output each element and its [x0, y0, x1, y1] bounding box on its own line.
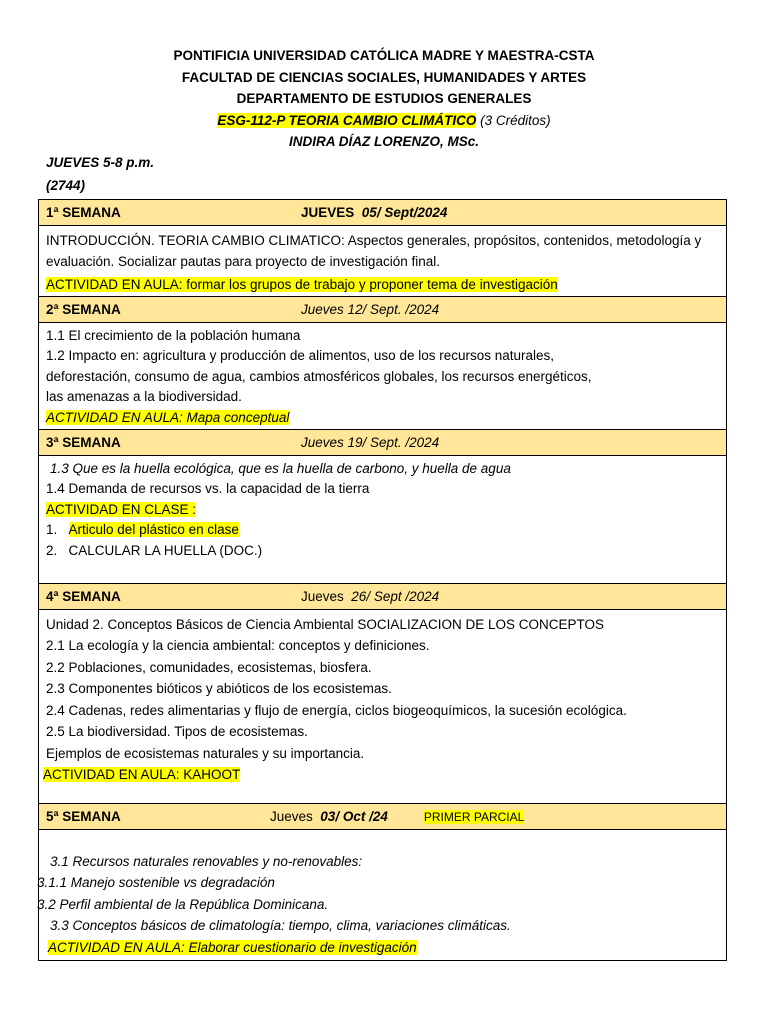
week-content-row	[39, 609, 727, 803]
week-date: 05/ Sept/2024	[361, 205, 448, 220]
week-date: 26/ Sept /2024	[351, 588, 440, 604]
topic-line: las amenazas a la biodiversidad.	[46, 389, 242, 404]
list-item: 2. CALCULAR LA HUELLA (DOC.)	[46, 542, 263, 558]
course-title	[0, 110, 768, 132]
week-label: 1ª SEMANA	[46, 205, 121, 220]
activity-text: ACTIVIDAD EN AULA: KAHOOT	[43, 767, 241, 782]
week-date: 03/ Oct /24	[320, 808, 388, 824]
topic-line: 1.2 Impacto en: agricultura y producción de alimentos, uso de los recursos naturales,	[46, 348, 555, 363]
faculty-name: FACULTAD DE CIENCIAS SOCIALES, HUMANIDADES Y ARTES	[181, 69, 587, 85]
topic-line: Ejemplos de ecosistemas naturales y su importancia.	[46, 745, 365, 761]
university-name: PONTIFICIA UNIVERSIDAD CATÓLICA MADRE Y MAESTRA-CSTA	[173, 48, 595, 63]
class-section: (2744)	[46, 178, 86, 193]
week-header-row	[39, 803, 727, 829]
topic-line: 2.3 Componentes bióticos y abióticos de los ecosistemas.	[46, 681, 392, 696]
week-day: JUEVES	[301, 205, 355, 220]
activity-text: ACTIVIDAD EN AULA: Mapa conceptual	[46, 409, 290, 425]
course-code-title: ESG-112-P TEORIA CAMBIO CLIMÁTICO	[217, 112, 477, 128]
topic-line: 1.4 Demanda de recursos vs. la capacidad de la tierra	[46, 481, 370, 496]
topic-line: 3.3 Conceptos básicos de climatología: tiempo, clima, variaciones climáticas.	[50, 918, 511, 933]
week-day: Jueves	[301, 588, 344, 604]
topic-line: 1.3 Que es la huella ecológica, que es la huella de carbono, y huella de agua	[50, 460, 511, 476]
department-name: DEPARTAMENTO DE ESTUDIOS GENERALES	[236, 91, 532, 106]
week-header-row	[39, 200, 727, 226]
week-content-row	[39, 226, 727, 297]
course-credits: (3 Créditos)	[480, 112, 551, 128]
topic-line: 2.5 La biodiversidad. Tipos de ecosistemas.	[46, 724, 308, 739]
week-content-row	[39, 829, 727, 960]
schedule-table	[38, 199, 727, 961]
week-content-row	[39, 322, 727, 429]
week-label: 5ª SEMANA	[46, 808, 121, 824]
activity-text: ACTIVIDAD EN AULA: Elaborar cuestionario de investigación	[48, 939, 417, 955]
topic-line: 3.1 Recursos naturales renovables y no-renovables:	[50, 853, 363, 869]
week-header-row	[39, 296, 727, 322]
instructor-name: INDIRA DÍAZ LORENZO, MSc.	[288, 134, 479, 149]
topic-line: Unidad 2. Conceptos Básicos de Ciencia Ambiental SOCIALIZACION DE LOS CONCEPTOS	[46, 616, 604, 632]
week-header-row	[39, 583, 727, 609]
list-item: 1. Articulo del plástico en clase	[46, 522, 239, 537]
topic-line: 3.1.1 Manejo sostenible vs degradación	[37, 875, 275, 890]
week-header-row	[39, 429, 727, 455]
topic-line: 2.2 Poblaciones, comunidades, ecosistemas, biosfera.	[46, 659, 372, 675]
topic-line: 2.1 La ecología y la ciencia ambiental: conceptos y definiciones.	[46, 638, 430, 653]
exam-badge: PRIMER PARCIAL	[423, 809, 525, 824]
week-label: 3ª SEMANA	[46, 434, 121, 450]
week-label: 2ª SEMANA	[46, 301, 121, 317]
topic-line: 1.1 El crecimiento de la población humana	[46, 327, 301, 343]
topic-line: 3.2 Perfil ambiental de la República Dominicana.	[37, 896, 329, 912]
week-label: 4ª SEMANA	[46, 588, 121, 604]
document-header	[0, 45, 768, 153]
activity-text: ACTIVIDAD EN CLASE :	[46, 501, 197, 517]
week-content-row	[39, 455, 727, 583]
week-date: Jueves 12/ Sept. /2024	[301, 301, 440, 317]
class-schedule-time: JUEVES 5-8 p.m.	[46, 155, 155, 170]
week-date: Jueves 19/ Sept. /2024	[301, 434, 440, 450]
topic-line: deforestación, consumo de agua, cambios atmosféricos globales, los recursos energéticos,	[46, 368, 592, 384]
week-day: Jueves	[270, 808, 313, 824]
topic-line: 2.4 Cadenas, redes alimentarias y flujo de energía, ciclos biogeoquímicos, la sucesión ecológica.	[46, 702, 627, 718]
topic-line: INTRODUCCIÓN. TEORIA CAMBIO CLIMATICO: Aspectos generales, propósitos, contenidos, metodología y evaluación. Socializar pautas para proyecto de investigación final.	[46, 233, 702, 269]
activity-text: ACTIVIDAD EN AULA: formar los grupos de trabajo y proponer tema de investigación	[46, 277, 558, 292]
